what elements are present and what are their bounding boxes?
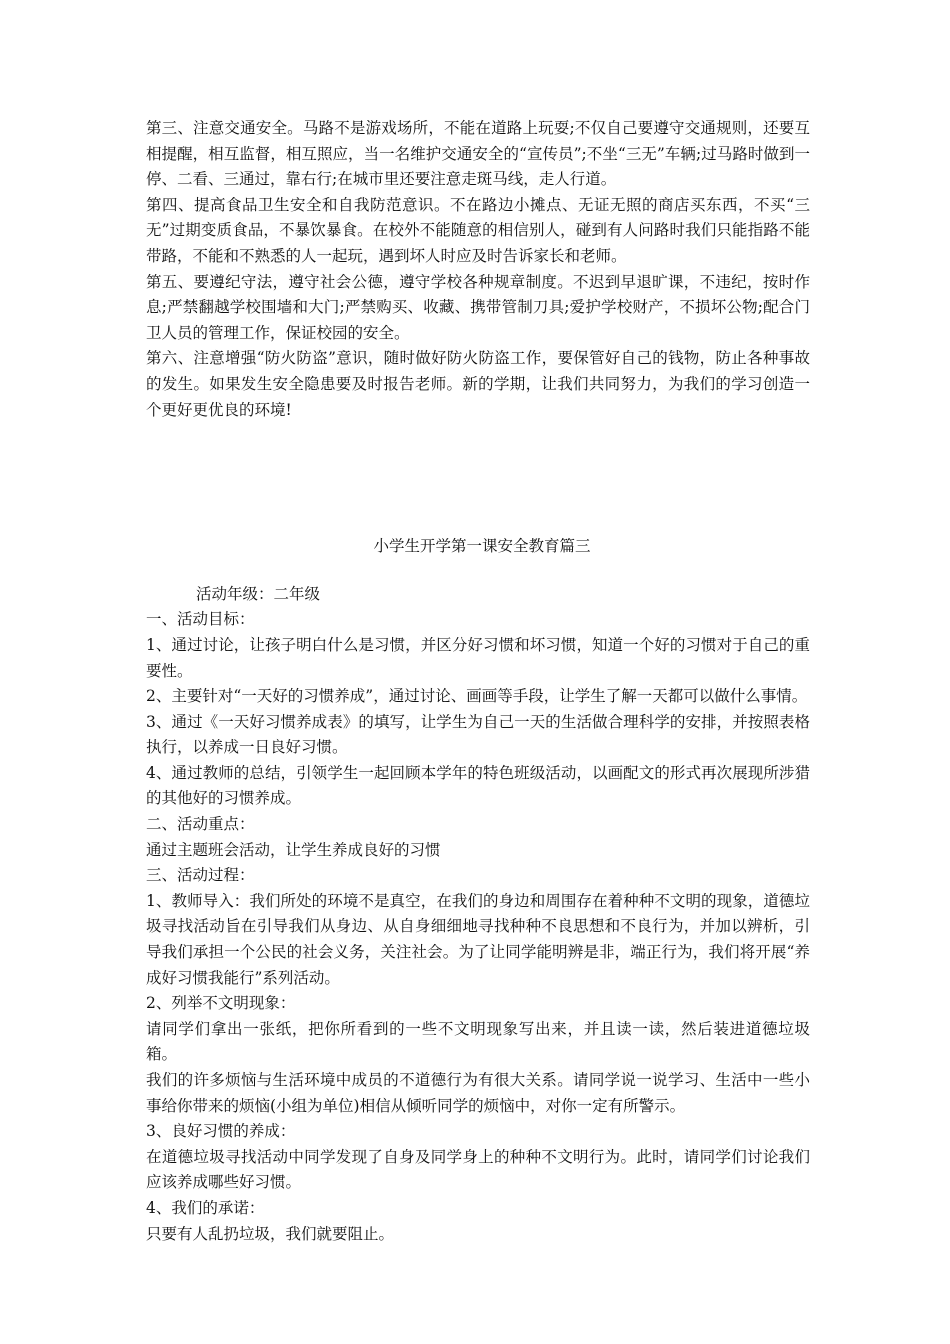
process-step-4-text: 只要有人乱扔垃圾，我们就要阻止。 bbox=[146, 1224, 395, 1243]
objective-4: 4、通过教师的总结，引领学生一起回顾本学年的特色班级活动，以画配文的形式再次展现所涉猎的其他好的习惯养成。 bbox=[146, 763, 810, 808]
section-spacer bbox=[146, 423, 810, 534]
process-step-3-text: 在道德垃圾寻找活动中同学发现了自身及同学身上的种种不文明行为。此时，请同学们讨论我们应该养成哪些好习惯。 bbox=[146, 1147, 810, 1192]
objective-2: 2、主要针对“一天好的习惯养成”，通过讨论、画画等手段，让学生了解一天都可以做什么事情。 bbox=[146, 687, 808, 706]
process-step-4-heading: 4、我们的承诺： bbox=[146, 1198, 265, 1217]
process-step-2-heading: 2、列举不文明现象： bbox=[146, 994, 296, 1013]
process-step-2-text-b: 我们的许多烦恼与生活环境中成员的不道德行为有很大关系。请同学说一说学习、生活中一些小事给你带来的烦恼(小组为单位)相信从倾听同学的烦恼中，对你一定有所警示。 bbox=[146, 1071, 810, 1115]
section-top bbox=[146, 116, 810, 423]
activity-grade: 活动年级：二年级 bbox=[196, 584, 321, 603]
heading-focus: 二、活动重点： bbox=[146, 815, 255, 834]
paragraph-discipline: 第五、要遵纪守法，遵守社会公德，遵守学校各种规章制度。不迟到早退旷课，不违纪，按时作息;严禁翻越学校围墙和大门;严禁购买、收藏、携带管制刀具;爱护学校财产，不损坏公物;配合门卫人员的管理工作，保证校园的安全。 bbox=[146, 272, 810, 342]
objective-3: 3、通过《一天好习惯养成表》的填写，让学生为自己一天的生活做合理科学的安排，并按照表格执行，以养成一日良好习惯。 bbox=[146, 712, 810, 757]
heading-process: 三、活动过程： bbox=[146, 866, 255, 885]
section-three bbox=[146, 534, 810, 1247]
document-page bbox=[146, 116, 810, 1247]
process-step-3-heading: 3、良好习惯的养成： bbox=[146, 1122, 296, 1141]
section-title: 小学生开学第一课安全教育篇三 bbox=[373, 537, 591, 556]
paragraph-traffic-safety: 第三、注意交通安全。马路不是游戏场所，不能在道路上玩耍;不仅自己要遵守交通规则，还要互相提醒，相互监督，相互照应，当一名维护交通安全的“宣传员”;不坐“三无”车辆;过马路时做到一停、二看、三通过，靠右行;在城市里还要注意走斑马线，走人行道。 bbox=[146, 119, 810, 189]
paragraph-food-safety: 第四、提高食品卫生安全和自我防范意识。不在路边小摊点、无证无照的商店买东西，不买“三无”过期变质食品，不暴饮暴食。在校外不能随意的相信别人，碰到有人问路时我们只能指路不能带路，不能和不熟悉的人一起玩，遇到坏人时应及时告诉家长和老师。 bbox=[146, 195, 810, 265]
process-step-2-text-a: 请同学们拿出一张纸，把你所看到的一些不文明现象写出来，并且读一读，然后装进道德垃圾箱。 bbox=[146, 1019, 810, 1064]
objective-1: 1、通过讨论，让孩子明白什么是习惯，并区分好习惯和坏习惯，知道一个好的习惯对于自己的重要性。 bbox=[146, 635, 810, 680]
heading-objectives: 一、活动目标： bbox=[146, 610, 255, 629]
title-spacer bbox=[146, 560, 810, 582]
process-intro: 1、教师导入：我们所处的环境不是真空，在我们的身边和周围存在着种种不文明的现象，道德垃圾寻找活动旨在引导我们从身边、从自身细细地寻找种种不良思想和不良行为，并加以辨析，引导我们承担一个公民的社会义务，关注社会。为了让同学能明辨是非，端正行为，我们将开展“养成好习惯我能行”系列活动。 bbox=[146, 891, 810, 987]
focus-text: 通过主题班会活动，让学生养成良好的习惯 bbox=[146, 840, 441, 859]
paragraph-fire-theft: 第六、注意增强“防火防盗”意识，随时做好防火防盗工作，要保管好自己的钱物，防止各种事故的发生。如果发生安全隐患要及时报告老师。新的学期，让我们共同努力，为我们的学习创造一个更好更优良的环境! bbox=[146, 349, 810, 419]
